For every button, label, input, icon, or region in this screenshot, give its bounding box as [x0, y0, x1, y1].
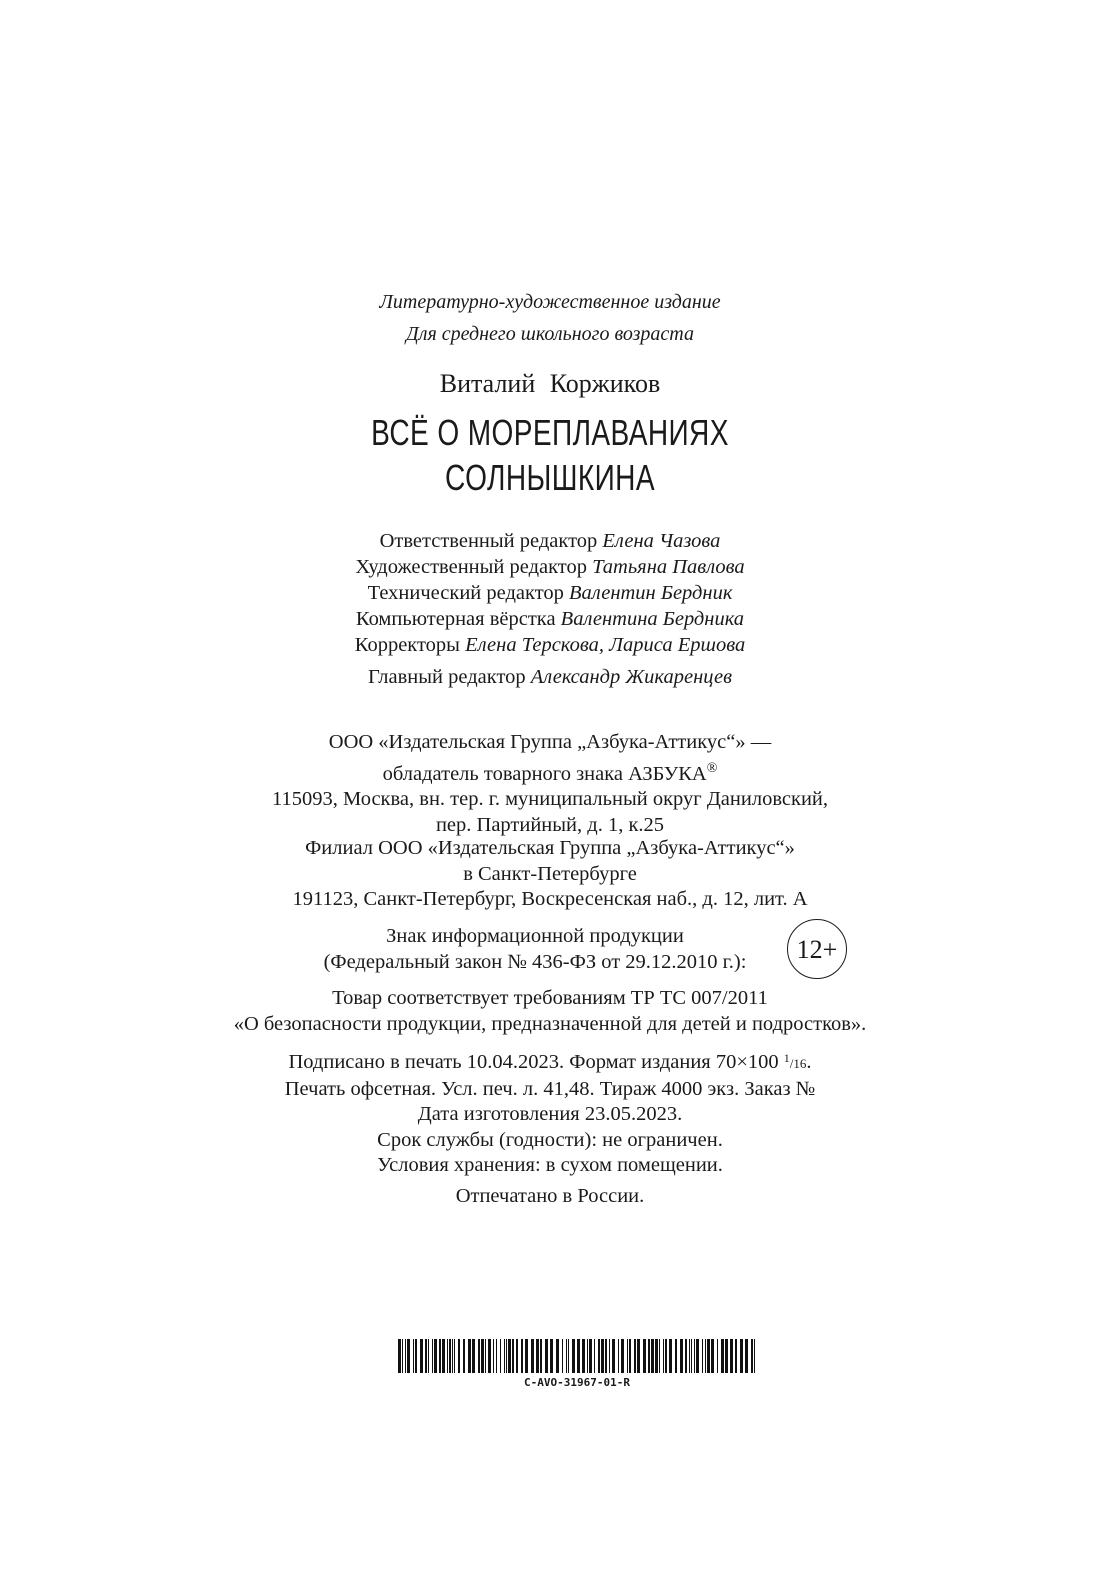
compliance-line-2: «О безопасности продукции, предназначенной для детей и подростков».: [233, 1012, 867, 1035]
barcode-bar: [689, 1339, 690, 1373]
barcode-bar: [721, 1339, 724, 1373]
barcode-bar: [439, 1339, 441, 1373]
barcode: [398, 1339, 756, 1389]
barcode-bar: [512, 1339, 514, 1373]
info-mark-text: [290, 924, 780, 975]
barcode-bar: [493, 1339, 494, 1373]
book-title: [121, 410, 979, 500]
branch-name: Филиал ООО «Издательская Группа „Азбука-Аттикус“»: [305, 837, 795, 859]
barcode-bar: [577, 1339, 580, 1373]
publisher-name: ООО «Издательская Группа „Азбука-Аттикус“» —: [328, 731, 772, 753]
barcode-bar: [717, 1339, 718, 1373]
publisher-address-line-1: 115093, Москва, вн. тер. г. муниципальный округ Даниловский,: [271, 788, 829, 810]
author-name: Виталий Коржиков: [439, 369, 661, 398]
barcode-bar: [566, 1339, 567, 1373]
barcode-bar: [694, 1339, 695, 1373]
genre-line: Литературно-художественное издание: [379, 291, 721, 313]
credit-line: [0, 580, 1100, 606]
credit-name: Валентина Бердника: [560, 608, 745, 630]
chief-editor-name: Александр Жикаренцев: [530, 666, 733, 688]
barcode-bar: [468, 1339, 471, 1373]
barcode-bar: [506, 1339, 507, 1373]
credit-name: Елена Чазова: [602, 530, 721, 552]
barcode-bar: [485, 1339, 486, 1373]
barcode-bar: [413, 1339, 414, 1373]
credit-role: Компьютерная вёрстка: [355, 608, 556, 630]
barcode-bar: [735, 1339, 737, 1373]
barcode-bar: [587, 1339, 588, 1373]
print-info-block: [0, 1046, 1100, 1179]
credit-line: [0, 528, 1100, 554]
credit-role: Художественный редактор: [355, 556, 587, 578]
barcode-bar: [420, 1339, 423, 1373]
barcode-bar: [442, 1339, 445, 1373]
barcode-bar: [655, 1339, 658, 1373]
book-title-line-1: ВСЁ О МОРЕПЛАВАНИЯХ: [371, 412, 729, 453]
barcode-bar: [447, 1339, 448, 1373]
barcode-bar: [556, 1339, 559, 1373]
barcode-bar: [508, 1339, 511, 1373]
barcode-bar: [531, 1339, 534, 1373]
barcode-bar: [711, 1339, 714, 1373]
barcode-bar: [651, 1339, 654, 1373]
credit-name: Валентин Бердник: [569, 582, 733, 604]
barcode-bar: [458, 1339, 460, 1373]
barcode-bar: [601, 1339, 604, 1373]
barcode-bar: [707, 1339, 710, 1373]
barcode-bar: [425, 1339, 427, 1373]
barcode-code: C-AVO-31967-01-R: [524, 1376, 630, 1389]
barcode-bar: [572, 1339, 575, 1373]
barcode-bar: [665, 1339, 667, 1373]
publisher-address-line-2: пер. Партийный, д. 1, к.25: [435, 813, 665, 836]
branch-block: [0, 836, 1100, 913]
compliance-block: [0, 986, 1100, 1037]
audience-line: Для среднего школьного возраста: [406, 323, 694, 345]
barcode-bar: [696, 1339, 699, 1373]
barcode-bar: [702, 1339, 703, 1373]
barcode-bar: [521, 1339, 523, 1373]
barcode-bar: [643, 1339, 646, 1373]
barcode-bar: [618, 1339, 619, 1373]
barcode-bar: [432, 1339, 433, 1373]
barcode-bar: [598, 1339, 600, 1373]
barcode-svg: [398, 1339, 756, 1373]
barcode-bar: [415, 1339, 417, 1373]
barcode-bar: [663, 1339, 664, 1373]
barcode-bar: [407, 1339, 410, 1373]
chief-editor-role: Главный редактор: [367, 666, 526, 688]
barcode-bar: [685, 1339, 687, 1373]
barcode-bar: [472, 1339, 475, 1373]
barcode-bar: [402, 1339, 403, 1373]
print-format-tail: .: [806, 1051, 812, 1073]
credit-line: [0, 554, 1100, 580]
barcode-bar: [525, 1339, 528, 1373]
barcode-bar: [405, 1339, 406, 1373]
branch-address: 191123, Санкт-Петербург, Воскресенская наб., д. 12, лит. А: [292, 888, 808, 910]
barcode-bar: [730, 1339, 733, 1373]
barcode-bar: [634, 1339, 636, 1373]
barcode-bar: [545, 1339, 548, 1373]
barcode-bar: [550, 1339, 553, 1373]
branch-city: в Санкт-Петербурге: [463, 862, 637, 885]
chief-editor-line: [0, 664, 1100, 690]
barcode-bar: [740, 1339, 743, 1373]
print-format-text: Подписано в печать 10.04.2023. Формат издания 70×100: [288, 1051, 784, 1073]
format-fraction-num: 1: [783, 1051, 790, 1065]
barcode-bar: [481, 1339, 484, 1373]
barcode-bar: [751, 1339, 753, 1373]
barcode-bar: [669, 1339, 672, 1373]
barcode-bar: [589, 1339, 592, 1373]
printed-in-line: Отпечатано в России.: [455, 1185, 645, 1207]
credit-role: Ответственный редактор: [379, 530, 598, 552]
genre-block: [0, 286, 1100, 350]
barcode-bar: [500, 1339, 501, 1373]
barcode-bar: [449, 1339, 451, 1373]
trademark-text: обладатель товарного знака АЗБУКА: [382, 762, 707, 785]
barcode-bar: [504, 1339, 505, 1373]
compliance-line-1: Товар соответствует требованиям ТР ТС 007/2011: [332, 987, 768, 1009]
manufacture-date-line: Дата изготовления 23.05.2023.: [417, 1103, 683, 1125]
barcode-bar: [562, 1339, 563, 1373]
age-rating-badge: 12+: [787, 919, 847, 979]
format-fraction: [783, 1051, 807, 1071]
barcode-bar: [637, 1339, 640, 1373]
barcode-bar: [691, 1339, 692, 1373]
barcode-bar: [516, 1339, 518, 1373]
barcode-bar: [488, 1339, 491, 1373]
barcode-bar: [609, 1339, 610, 1373]
credit-line: [0, 632, 1100, 658]
book-title-line-2: СОЛНЫШКИНА: [445, 457, 655, 498]
barcode-bar: [605, 1339, 607, 1373]
trademark-line: [0, 756, 1100, 788]
barcode-bar: [648, 1339, 650, 1373]
barcode-bars: [398, 1339, 756, 1373]
storage-line: Условия хранения: в сухом помещении.: [377, 1154, 723, 1176]
barcode-bar: [725, 1339, 728, 1373]
credit-line: [0, 606, 1100, 632]
barcode-bar: [568, 1339, 569, 1373]
print-format-line: [0, 1046, 1100, 1077]
barcode-bar: [398, 1339, 401, 1373]
barcode-bar: [629, 1339, 631, 1373]
barcode-bar: [478, 1339, 480, 1373]
format-fraction-den: /16: [789, 1056, 807, 1071]
barcode-bar: [496, 1339, 497, 1373]
barcode-bar: [705, 1339, 706, 1373]
shelf-life-line: Срок службы (годности): не ограничен.: [377, 1128, 723, 1151]
barcode-bar: [745, 1339, 748, 1373]
barcode-bar: [582, 1339, 585, 1373]
credit-role: Корректоры: [354, 634, 460, 656]
credits-list: [0, 528, 1100, 658]
barcode-bar: [680, 1339, 683, 1373]
barcode-bar: [452, 1339, 453, 1373]
publisher-block: [0, 730, 1100, 838]
info-mark-line-1: Знак информационной продукции: [386, 925, 684, 947]
registered-mark: ®: [706, 760, 718, 776]
print-run-line: Печать офсетная. Усл. печ. л. 41,48. Тираж 4000 экз. Заказ №: [284, 1077, 816, 1100]
barcode-bar: [612, 1339, 615, 1373]
barcode-bar: [454, 1339, 455, 1373]
barcode-bar: [540, 1339, 542, 1373]
info-mark-line-2: (Федеральный закон № 436-ФЗ от 29.12.2010 г.):: [323, 950, 747, 973]
barcode-bar: [659, 1339, 660, 1373]
barcode-bar: [627, 1339, 628, 1373]
barcode-bar: [428, 1339, 429, 1373]
barcode-bar: [463, 1339, 465, 1373]
barcode-bar: [536, 1339, 539, 1373]
barcode-bar: [434, 1339, 437, 1373]
credit-role: Технический редактор: [367, 582, 564, 604]
barcode-bar: [621, 1339, 624, 1373]
credit-name: Татьяна Павлова: [592, 556, 745, 578]
barcode-bar: [594, 1339, 595, 1373]
credit-name: Елена Терскова, Лариса Ершова: [465, 634, 746, 656]
barcode-bar: [754, 1339, 755, 1373]
barcode-bar: [675, 1339, 677, 1373]
